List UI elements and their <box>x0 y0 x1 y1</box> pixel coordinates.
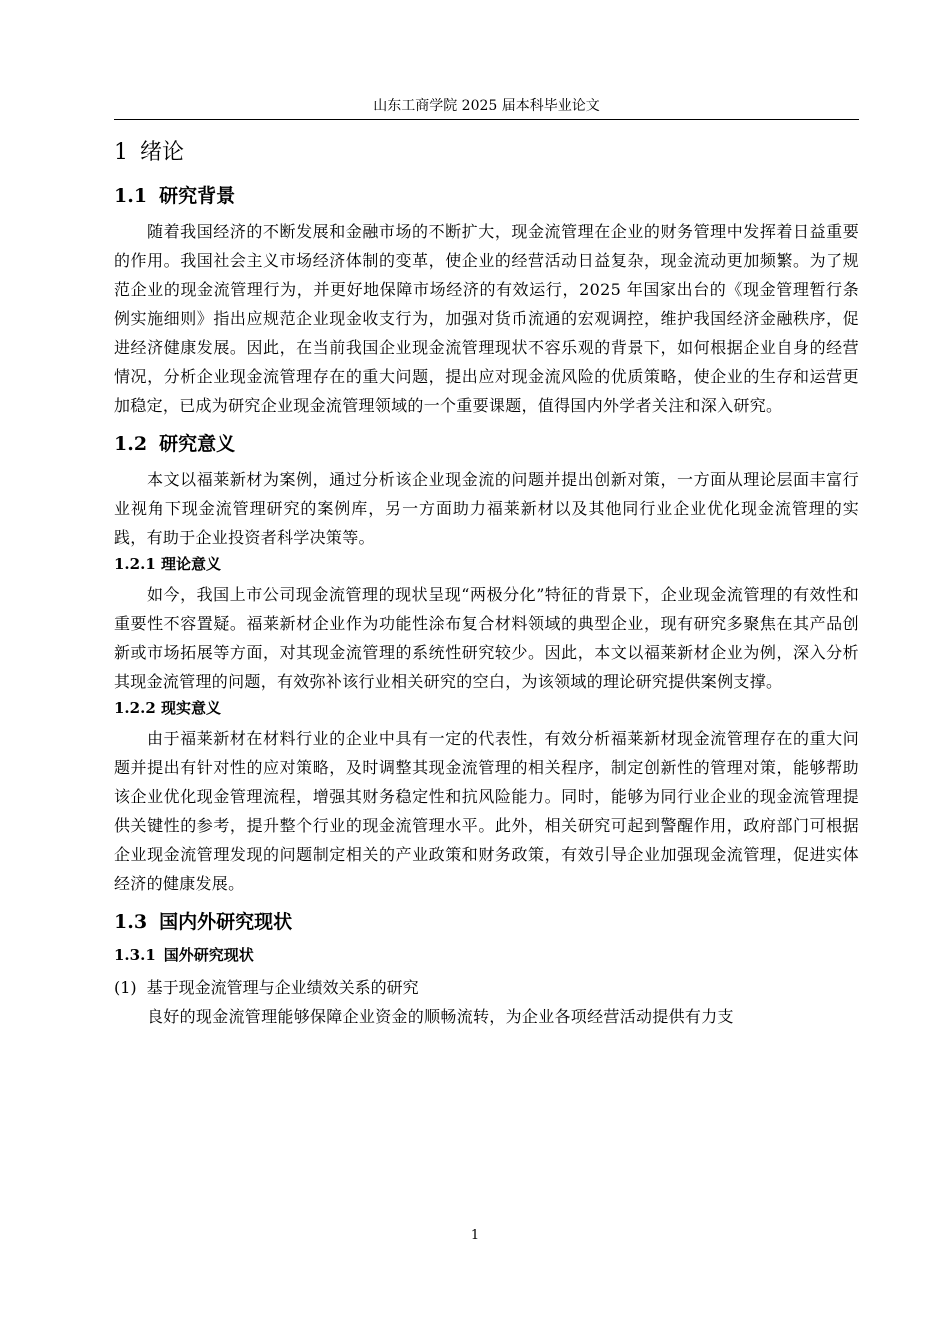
section-number: 1.3 <box>114 911 148 933</box>
subsection-heading-1-3-1 <box>114 943 859 967</box>
paragraph-significance: 本文以福莱新材为案例，通过分析该企业现金流的问题并提出创新对策，一方面从理论层面丰富行业视角下现金流管理研究的案例库，另一方面助力福莱新材以及其他同行业企业优化现金流管理的实践，有助于企业投资者科学决策等。 <box>114 470 859 547</box>
subsection-number: 1.2.1 <box>114 555 156 573</box>
chapter-title: 绪论 <box>140 140 185 165</box>
list-item-text: 基于现金流管理与企业绩效关系的研究 <box>146 978 419 997</box>
list-item <box>114 973 859 1002</box>
paragraph-theoretical-significance: 如今，我国上市公司现金流管理的现状呈现“两极分化”特征的背景下，企业现金流管理的有效性和重要性不容置疑。福莱新材企业作为功能性涂布复合材料领域的典型企业，现有研究多聚焦在其产品创新或市场拓展等方面，对其现金流管理的系统性研究较少。因此，本文以福莱新材企业为例，深入分析其现金流管理的问题，有效弥补该行业相关研究的空白，为该领域的理论研究提供案例支撑。 <box>114 585 859 691</box>
header-rule <box>114 119 859 120</box>
section-title: 研究意义 <box>159 433 236 455</box>
section-title: 研究背景 <box>159 185 236 207</box>
chapter-heading <box>114 136 859 170</box>
section-number: 1.2 <box>114 433 148 455</box>
section-heading-1-1 <box>114 181 859 211</box>
subsection-heading-1-2-1 <box>114 552 859 576</box>
paragraph-foreign-research: 良好的现金流管理能够保障企业资金的顺畅流转，为企业各项经营活动提供有力支 <box>147 1007 734 1026</box>
subsection-heading-1-2-2 <box>114 696 859 720</box>
subsection-number: 1.3.1 <box>114 946 156 964</box>
page-number: 1 <box>470 1228 480 1243</box>
subsection-title: 现实意义 <box>161 699 222 717</box>
list-marker: (1) <box>114 978 137 997</box>
page-content <box>114 136 859 1031</box>
running-header: 山东工商学院 2025 届本科毕业论文 <box>373 98 600 114</box>
paragraph-practical-significance: 由于福莱新材在材料行业的企业中具有一定的代表性，有效分析福莱新材现金流管理存在的重大问题并提出有针对性的应对策略，及时调整其现金流管理的相关程序，制定创新性的管理对策，能够帮助该企业优化现金管理流程，增强其财务稳定性和抗风险能力。同时，能够为同行业企业的现金流管理提供关键性的参考，提升整个行业的现金流管理水平。此外，相关研究可起到警醒作用，政府部门可根据企业现金流管理发现的问题制定相关的产业政策和财务政策，有效引导企业加强现金流管理，促进实体经济的健康发展。 <box>114 729 859 893</box>
section-heading-1-3 <box>114 907 859 937</box>
paragraph-background: 随着我国经济的不断发展和金融市场的不断扩大，现金流管理在企业的财务管理中发挥着日益重要的作用。我国社会主义市场经济体制的变革，使企业的经营活动日益复杂，现金流动更加频繁。为了规范企业的现金流管理行为，并更好地保障市场经济的有效运行，2025 年国家出台的《现金管理暂行条例实施细则》指出应规范企业现金收支行为，加强对货币流通的宏观调控，维护我国经济金融秩序，促进经济健康发展。因此，在当前我国企业现金流管理现状不容乐观的背景下，如何根据企业自身的经营情况，分析企业现金流管理存在的重大问题，提出应对现金流风险的优质策略，使企业的生存和运营更加稳定，已成为研究企业现金流管理领域的一个重要课题，值得国内外学者关注和深入研究。 <box>114 222 859 415</box>
chapter-number: 1 <box>114 140 128 165</box>
section-title: 国内外研究现状 <box>159 911 293 933</box>
subsection-number: 1.2.2 <box>114 699 156 717</box>
section-heading-1-2 <box>114 429 859 459</box>
subsection-title: 理论意义 <box>161 555 222 573</box>
subsection-title: 国外研究现状 <box>163 946 254 964</box>
section-number: 1.1 <box>114 185 148 207</box>
